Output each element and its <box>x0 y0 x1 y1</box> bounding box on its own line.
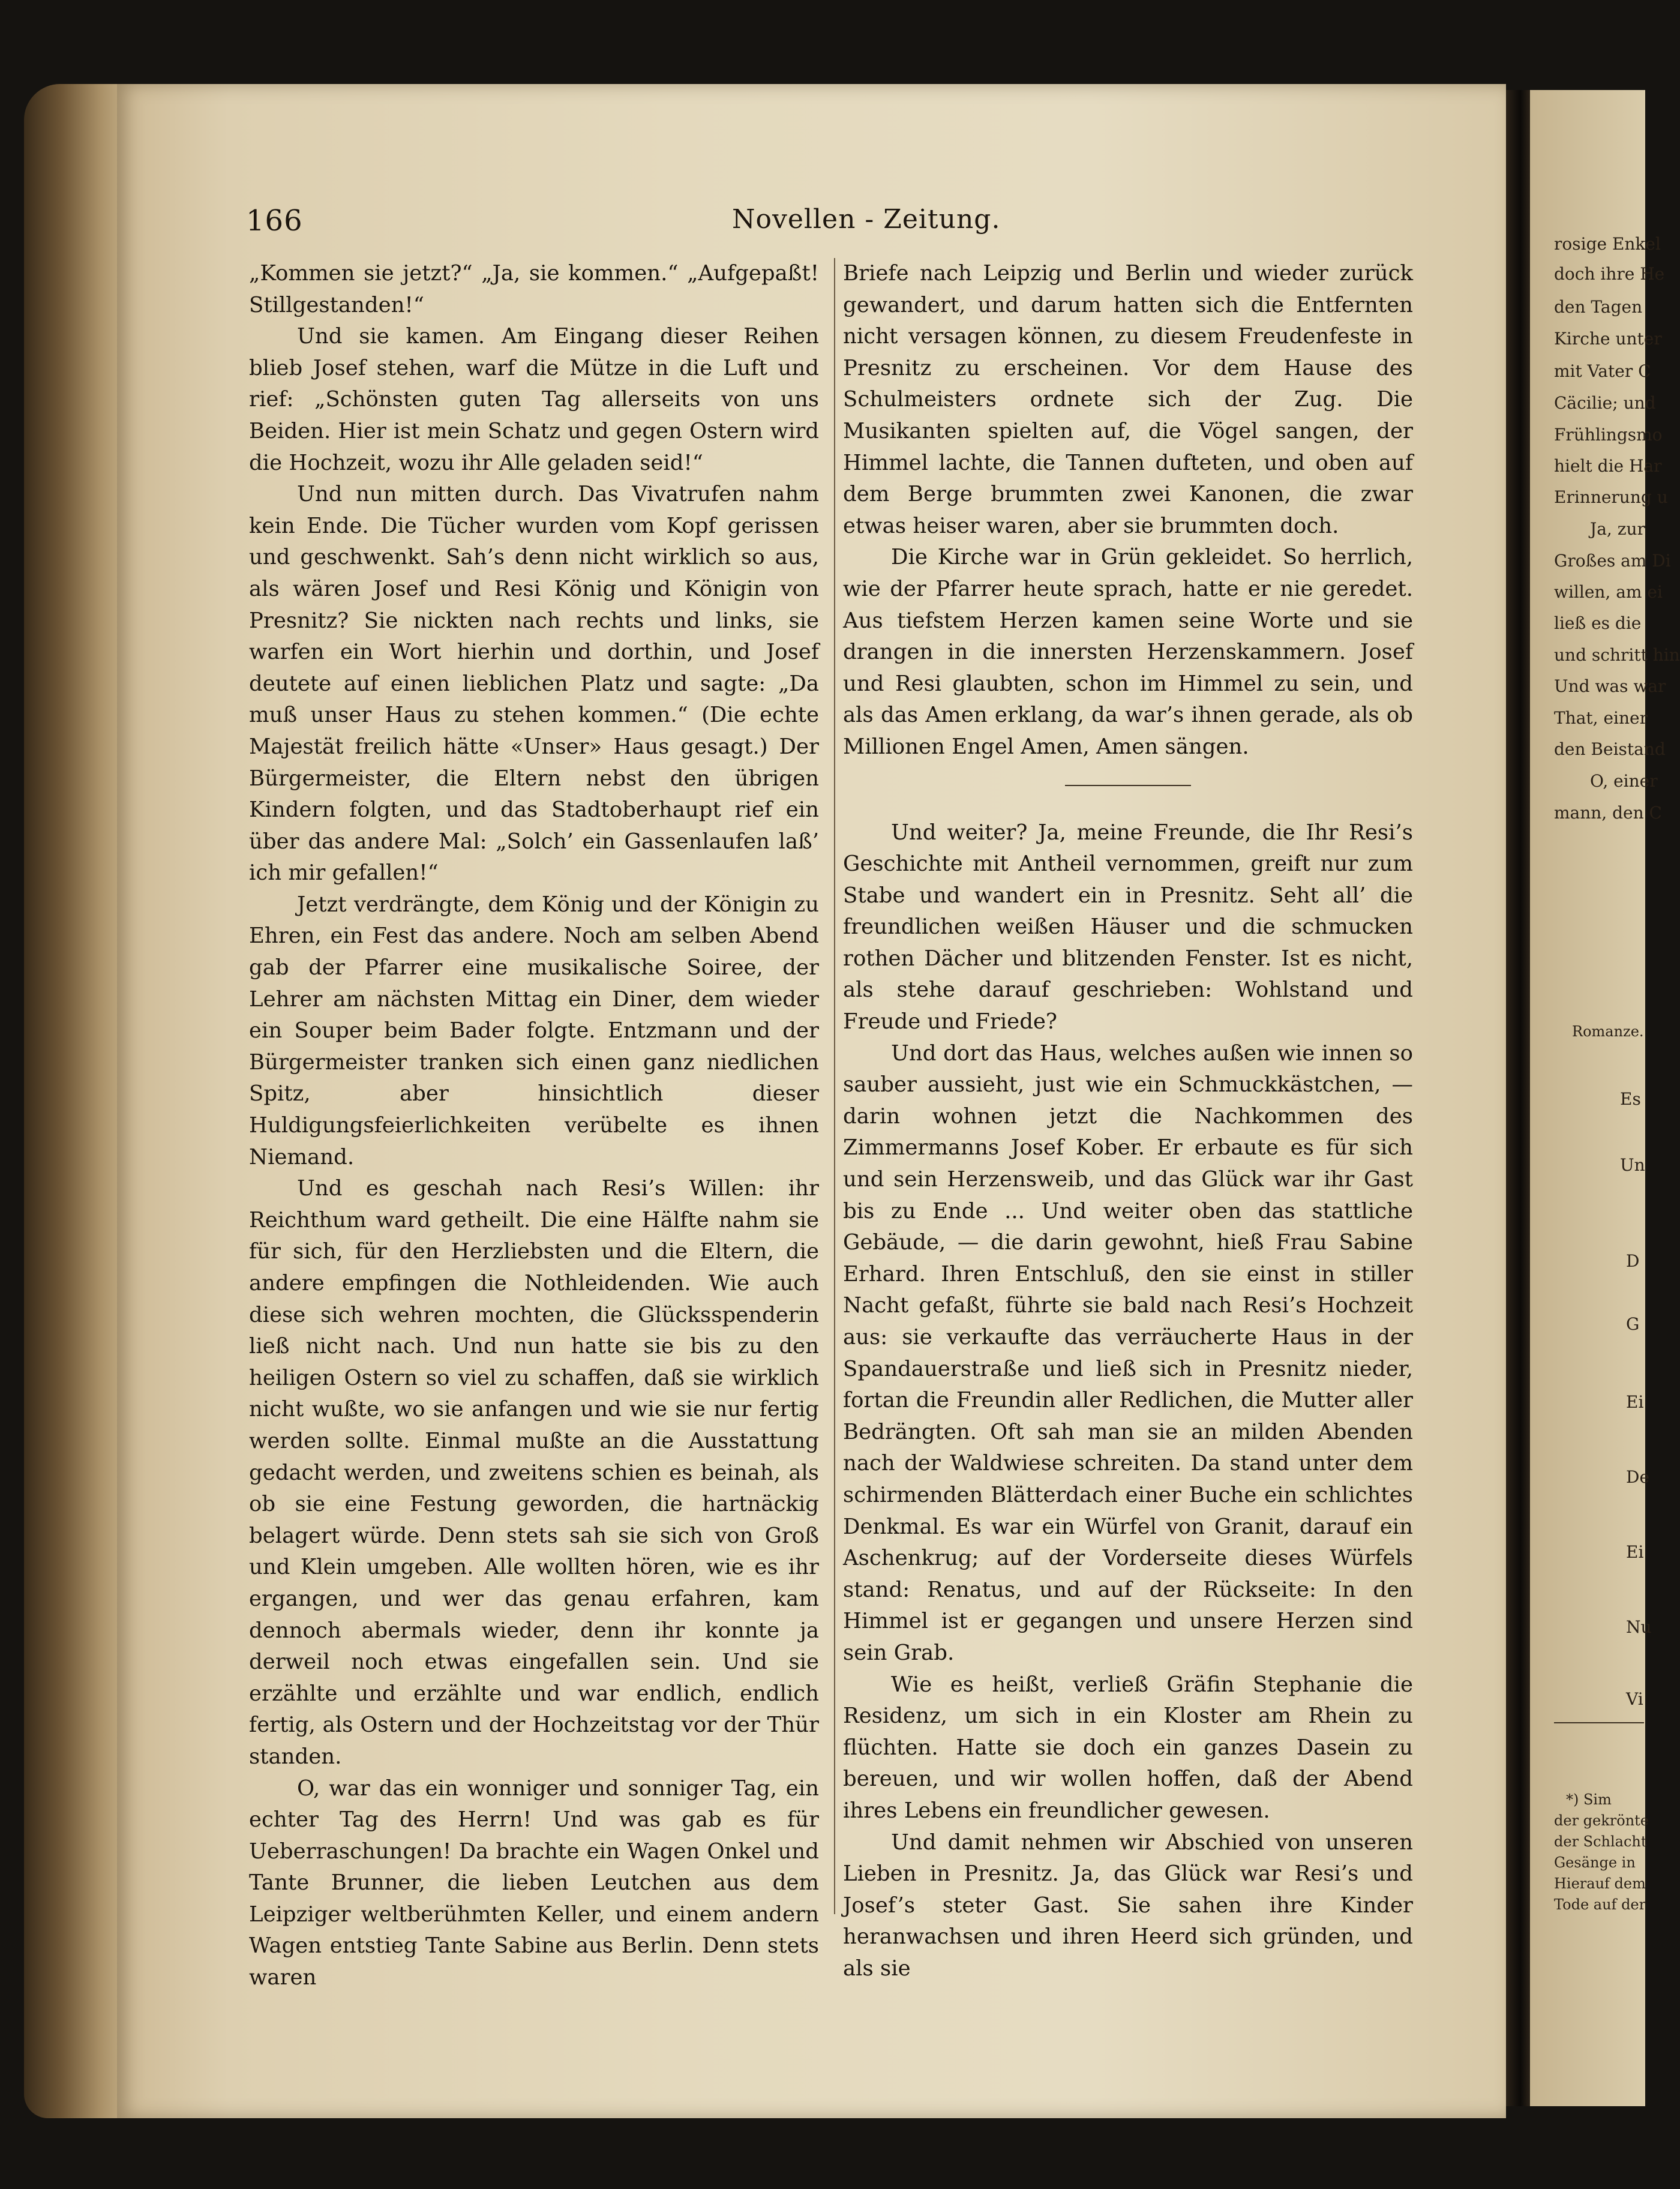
facing-page-line: Ja, zur <box>1590 519 1645 539</box>
facing-page-line: Kirche unter <box>1554 329 1662 349</box>
left-text-column <box>249 258 819 1994</box>
running-title: Novellen - Zeitung. <box>732 204 1001 235</box>
facing-page-line: rosige Enkel <box>1554 234 1661 254</box>
facing-page-line: D <box>1626 1251 1640 1271</box>
paragraph: Und sie kamen. Am Eingang dieser Reihen blieb Josef stehen, warf die Mütze in die Luft und rief: „Schönsten guten Tag allerseits von uns Beiden. Hier ist mein Schatz und gegen Ostern wird die Hochzeit, wozu ihr Alle geladen seid!“ <box>249 324 819 475</box>
facing-page-fragment <box>1530 90 1680 2106</box>
facing-page-line: ließ es die <box>1554 613 1642 633</box>
facing-page-line: willen, am ei <box>1554 582 1663 602</box>
paragraph: Und damit nehmen wir Abschied von unseren Lieben in Presnitz. Ja, das Glück war Resi’s und Josef’s steter Gast. Sie sahen ihre Kinder heranwachsen und ihren Heerd sich gründen, und als sie <box>843 1830 1413 1981</box>
facing-page-line: G <box>1626 1314 1640 1334</box>
footnote-line: *) Sim <box>1566 1791 1612 1808</box>
facing-page-line: Und was war <box>1554 676 1666 696</box>
facing-page-heading: Romanze. <box>1572 1023 1644 1040</box>
book-gutter <box>1506 90 1530 2106</box>
column-divider <box>834 258 835 1914</box>
facing-page-line: Vi <box>1626 1689 1643 1709</box>
facing-page-line: mann, den C <box>1554 803 1662 823</box>
paragraph: Und nun mitten durch. Das Vivatrufen nahm kein Ende. Die Tücher wurden vom Kopf gerissen und geschwenkt. Sah’s denn nicht wirklich so aus, als wären Josef und Resi König und Königin von Presnitz? Sie nickten nach rechts und links, sie warfen ein Wort hierhin und dorthin, und Josef deutete auf einen lieblichen Platz und sagte: „Da muß unser Haus zu stehen kommen.“ (Die echte Majestät freilich hätte «Unser» Haus gesagt.) Der Bürgermeister, die Eltern nebst den übrigen Kindern folgten, und das Stadtoberhaupt rief ein über das andere Mal: „Solch’ ein Gassenlaufen laß’ ich mir gefallen!“ <box>249 482 819 886</box>
facing-page-line: Un <box>1620 1155 1645 1175</box>
facing-page-line: den Beistand <box>1554 739 1666 759</box>
facing-page-line: Cäcilie; und <box>1554 393 1656 413</box>
facing-page-line: Frühlingsmo <box>1554 425 1663 445</box>
paragraph: Und weiter? Ja, meine Freunde, die Ihr Resi’s Geschichte mit Antheil vernommen, greift nur zum Stabe und wandert ein in Presnitz. Seht all’ die freundlichen weißen Häuser und die schmucken rothen Dächer und blitzenden Fenster. Ist es nicht, als stehe darauf geschrieben: Wohlstand und Freude und Friede? <box>843 820 1413 1034</box>
footnote-line: Tode auf der <box>1554 1896 1646 1913</box>
facing-page-line: Ei <box>1626 1542 1644 1562</box>
facing-page-line: Ei <box>1626 1392 1644 1412</box>
facing-page-line: Großes am Di <box>1554 551 1671 571</box>
facing-page-line: Nu <box>1626 1617 1652 1637</box>
footnote-line: Hierauf dem <box>1554 1875 1646 1892</box>
facing-page-line: Erinnerung u <box>1554 487 1668 507</box>
facing-page-line: und schritt hin <box>1554 645 1680 665</box>
facing-page-line: Es <box>1620 1089 1641 1109</box>
footnote-line: Gesänge in <box>1554 1854 1636 1871</box>
footnote-rule <box>1554 1722 1644 1723</box>
facing-page-line: mit Vater C <box>1554 361 1651 381</box>
paragraph: O, war das ein wonniger und sonniger Tag, ein echter Tag des Herrn! Und was gab es für Ueberraschungen! Da brachte ein Wagen Onkel und Tante Brunner, die lieben Leutchen aus dem Leipziger weltberühmten Keller, und einem andern Wagen entstieg Tante Sabine aus Berlin. Denn stets waren <box>249 1776 819 1990</box>
facing-page-line: De <box>1626 1467 1650 1487</box>
section-divider-rule <box>1065 785 1191 786</box>
paragraph: Wie es heißt, verließ Gräfin Stephanie die Residenz, um sich in ein Kloster am Rhein zu flüchten. Hatte sie doch ein ganzes Dasein zu bereuen, und wir wollen hoffen, daß der Abend ihres Lebens ein freundlicher gewesen. <box>843 1672 1413 1823</box>
paragraph: Und es geschah nach Resi’s Willen: ihr Reichthum ward getheilt. Die eine Hälfte nahm sie für sich, für den Herzliebsten und die Eltern, die andere empfingen die Nothleidenden. Wie auch diese sich wehren mochten, die Glücksspenderin ließ nicht nach. Und nun hatte sie bis zu den heiligen Ostern so viel zu schaffen, daß sie wirklich nicht wußte, wo sie anfangen und wie sie nur fertig werden sollte. Einmal mußte an die Ausstattung gedacht werden, und zweitens schien es beinah, als ob sie eine Festung geworden, die hartnäckig belagert würde. Denn stets sah sie sich von Groß und Klein umgeben. Alle wollten hören, wie es ihr ergangen, und wer das genau erfahren, kam dennoch abermals wieder, denn ihr konnte ja derweil noch etwas eingefallen sein. Und sie erzählte und erzählte und war endlich, endlich fertig, als Ostern und der Hochzeitstag vor der Thür standen. <box>249 1176 819 1769</box>
footnote-line: der gekrönte <box>1554 1812 1649 1829</box>
paragraph: Die Kirche war in Grün gekleidet. So herrlich, wie der Pfarrer heute sprach, hatte er nie geredet. Aus tiefstem Herzen kamen seine Worte und sie drangen in die innersten Herzenskammern. Josef und Resi glaubten, schon im Himmel zu sein, und als das Amen erklang, da war’s ihnen gerade, als ob Millionen Engel Amen, Amen sängen. <box>843 545 1413 759</box>
facing-page-line: doch ihre He <box>1554 264 1665 284</box>
paragraph: Jetzt verdrängte, dem König und der Königin zu Ehren, ein Fest das andere. Noch am selben Abend gab der Pfarrer eine musikalische Soiree, der Lehrer am nächsten Mittag ein Diner, dem wieder ein Souper beim Bader folgte. Entzmann und der Bürgermeister tranken sich einen ganz niedlichen Spitz, aber hinsichtlich dieser Huldigungsfeierlichkeiten verübelte es ihnen Niemand. <box>249 892 819 1170</box>
facing-page-line: That, einer <box>1554 708 1648 728</box>
book-page-edges <box>24 84 132 2118</box>
right-text-column <box>843 258 1413 1984</box>
paragraph: Und dort das Haus, welches außen wie innen so sauber aussieht, just wie ein Schmuckkästchen, — darin wohnen jetzt die Nachkommen des Zimmermanns Josef Kober. Er erbaute es für sich und sein Herzensweib, und das Glück war ihr Gast bis zu Ende ... Und weiter oben das stattliche Gebäude, — die darin gewohnt, hieß Frau Sabine Erhard. Ihren Entschluß, den sie einst in stiller Nacht gefaßt, führte sie bald nach Resi’s Hochzeit aus: sie verkaufte das verräucherte Haus in der Spandauerstraße und ließ sich in Presnitz nieder, fortan die Freundin aller Redlichen, die Mutter aller Bedrängten. Oft sah man sie an milden Abenden nach der Waldwiese schreiten. Da stand unter dem schirmenden Blätterdach einer Buche ein schlichtes Denkmal. Es war ein Würfel von Granit, darauf ein Aschenkrug; auf der Vorderseite dieses Würfels stand: Renatus, und auf der Rückseite: In den Himmel ist er gegangen und unsere Herzen sind sein Grab. <box>843 1040 1413 1665</box>
page-number: 166 <box>246 204 303 238</box>
footnote-line: der Schlacht <box>1554 1833 1647 1850</box>
paragraph: „Kommen sie jetzt?“ „Ja, sie kommen.“ „Aufgepaßt! Stillgestanden!“ <box>249 261 819 317</box>
paragraph: Briefe nach Leipzig und Berlin und wieder zurück gewandert, und darum hatten sich die Entfernten nicht versagen können, zu diesem Freudenfeste in Presnitz zu erscheinen. Vor dem Hause des Schulmeisters ordnete sich der Zug. Die Musikanten spielten auf, die Vögel sangen, der Himmel lachte, die Tannen dufteten, und oben auf dem Berge brummten zwei Kanonen, die zwar etwas heiser waren, aber sie brummten doch. <box>843 261 1413 538</box>
facing-page-line: hielt die Har <box>1554 456 1662 476</box>
facing-page-line: den Tagen <box>1554 297 1643 317</box>
facing-page-line: O, einer <box>1590 771 1658 791</box>
